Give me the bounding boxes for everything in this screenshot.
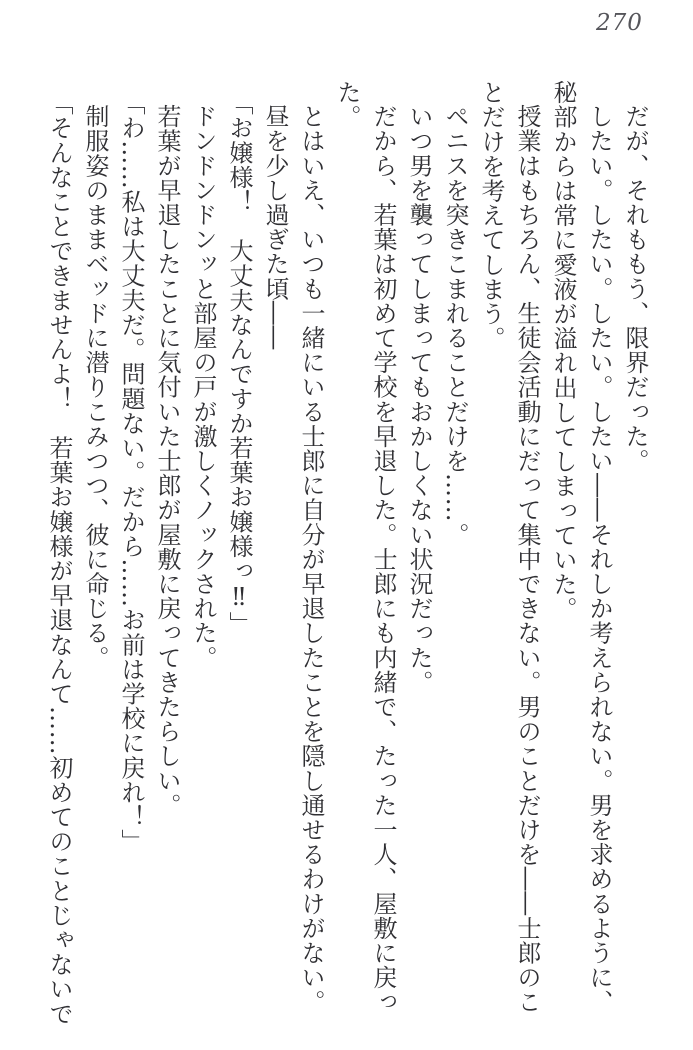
text-line: 若葉が早退したことに気付いた士郎が屋敷に戻ってきたらしい。	[153, 104, 181, 818]
text-line: 昼を少し過ぎた頃――	[261, 104, 289, 350]
page-number: 270	[596, 10, 643, 36]
text-line: だが、それももう、限界だった。	[621, 104, 649, 473]
text-line: ドンドンドンッと部屋の戸が激しくノックされた。	[189, 104, 217, 670]
text-line: 制服姿のままベッドに潜りこみつつ、彼に命じる。	[81, 104, 109, 670]
text-line: ペニスを突きこまれることだけを……。	[441, 104, 469, 547]
text-line: とだけを考えてしまう。	[477, 80, 505, 351]
text-line: 「わ……私は大丈夫だ。問題ない。だから……お前は学校に戻れ！」	[117, 91, 145, 854]
vertical-text-block	[41, 80, 653, 1040]
text-line: 授業はもちろん、生徒会活動にだって集中できない。男のことだけを――士郎のこ	[513, 104, 541, 1015]
text-line: とはいえ、いつも一緒にいる士郎に自分が早退したことを隠し通せるわけがない。	[297, 104, 325, 1015]
text-line: いつ男を襲ってしまってもおかしくない状況だった。	[405, 104, 433, 695]
text-line: 秘部からは常に愛液が溢れ出してしまっていた。	[549, 80, 577, 622]
text-line: た。	[333, 80, 361, 130]
text-line: したい。したい。したい。したい――それしか考えられない。男を求めるように、	[585, 104, 613, 1015]
text-line: 「そんなことできませんよ！ 若葉お嬢様が早退なんて……初めてのことじゃないで	[45, 91, 73, 1026]
text-line: 「お嬢様！ 大丈夫なんですか若葉お嬢様っ‼」	[225, 91, 253, 637]
text-line: だから、若葉は初めて学校を早退した。士郎にも内緒で、たった一人、屋敷に戻っ	[369, 104, 397, 1015]
